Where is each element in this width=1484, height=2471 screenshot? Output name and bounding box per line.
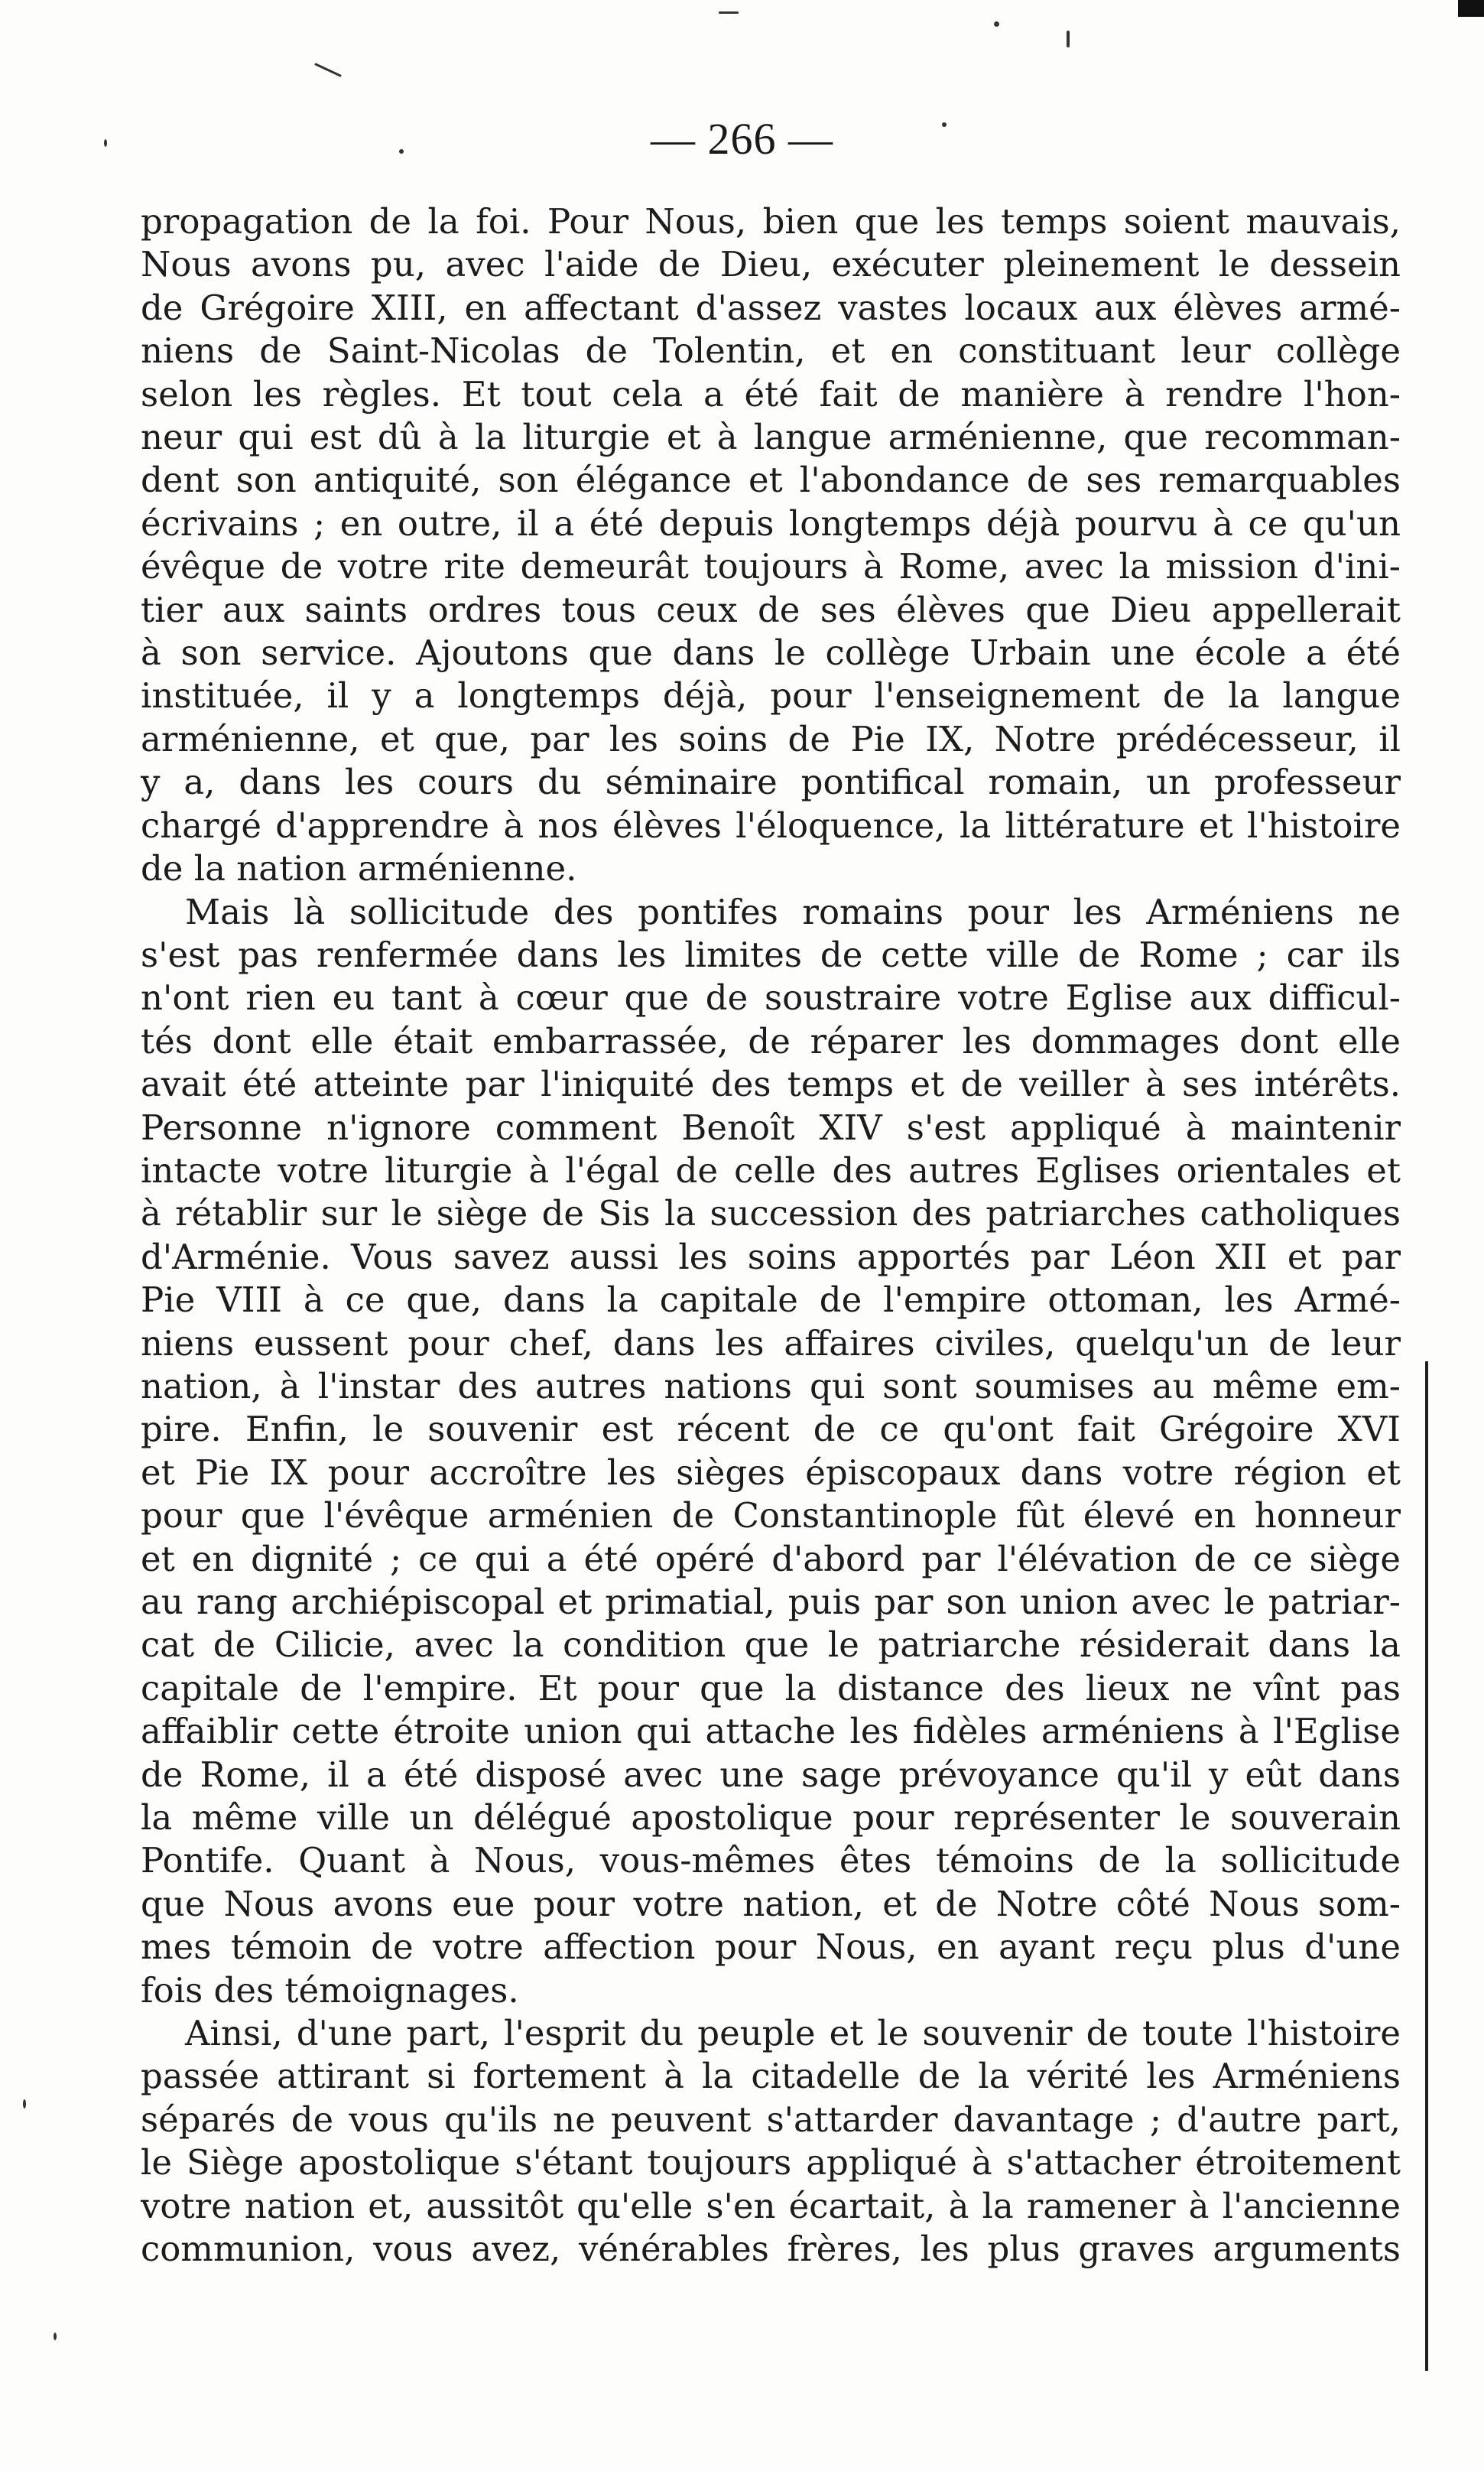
text-line: à rétablir sur le siège de Sis la succession des patriarches catholiques: [141, 1193, 1401, 1234]
text-line: pour que l'évêque arménien de Constantinople fût élevé en honneur: [141, 1495, 1401, 1536]
text-line: de Grégoire XIII, en affectant d'assez vastes locaux aux élèves armé-: [141, 287, 1401, 328]
text-line: écrivains ; en outre, il a été depuis longtemps déjà pourvu à ce qu'un: [141, 502, 1401, 544]
text-line: évêque de votre rite demeurât toujours à Rome, avec la mission d'ini-: [141, 546, 1401, 587]
body-text: [141, 200, 1401, 2271]
text-line: cat de Cilicie, avec la condition que le patriarche résiderait dans la: [141, 1624, 1401, 1666]
text-line: et en dignité ; ce qui a été opéré d'abord par l'élévation de ce siège: [141, 1538, 1401, 1579]
scan-speck: [1067, 31, 1070, 47]
text-line: séparés de vous qu'ils ne peuvent s'attarder davantage ; d'autre part,: [141, 2099, 1401, 2140]
scan-speck: [314, 63, 342, 77]
text-line: chargé d'apprendre à nos élèves l'éloquence, la littérature et l'histoire: [141, 805, 1401, 846]
binding-edge-line: [1425, 1361, 1428, 2371]
text-line: d'Arménie. Vous savez aussi les soins apportés par Léon XII et par: [141, 1236, 1401, 1277]
text-line: la même ville un délégué apostolique pour représenter le souverain: [141, 1797, 1401, 1839]
text-line: intacte votre liturgie à l'égal de celle des autres Eglises orientales et: [141, 1149, 1401, 1191]
text-line: le Siège apostolique s'étant toujours appliqué à s'attacher étroitement: [141, 2142, 1401, 2183]
text-line: communion, vous avez, vénérables frères, les plus graves arguments: [141, 2229, 1401, 2270]
text-line: niens de Saint-Nicolas de Tolentin, et en constituant leur collège: [141, 330, 1401, 372]
text-line: Ainsi, d'une part, l'esprit du peuple et le souvenir de toute l'histoire: [185, 2013, 1401, 2054]
text-line: Mais là sollicitude des pontifes romains pour les Arméniens ne: [185, 891, 1401, 932]
page-number: — 266 —: [651, 114, 833, 164]
text-line: dent son antiquité, son élégance et l'abondance de ses remarquables: [141, 460, 1401, 501]
text-line: capitale de l'empire. Et pour que la distance des lieux ne vînt pas: [141, 1667, 1401, 1709]
text-line: arménienne, et que, par les soins de Pie IX, Notre prédécesseur, il: [141, 718, 1401, 759]
text-line: mes témoin de votre affection pour Nous, en ayant reçu plus d'une: [141, 1926, 1401, 1968]
text-line: selon les règles. Et tout cela a été fait de manière à rendre l'hon-: [141, 373, 1401, 415]
text-line: de la nation arménienne.: [141, 848, 577, 889]
text-line: s'est pas renfermée dans les limites de cette ville de Rome ; car ils: [141, 934, 1401, 975]
text-line: nation, à l'instar des autres nations qui sont soumises au même em-: [141, 1365, 1401, 1406]
scan-speck: [719, 11, 739, 14]
text-line: niens eussent pour chef, dans les affaires civiles, quelqu'un de leur: [141, 1322, 1401, 1364]
text-line: neur qui est dû à la liturgie et à langue arménienne, que recomman-: [141, 417, 1401, 458]
text-line: affaiblir cette étroite union qui attache les fidèles arméniens à l'Eglise: [141, 1711, 1401, 1752]
text-line: Pontife. Quant à Nous, vous-mêmes êtes témoins de la sollicitude: [141, 1840, 1401, 1881]
text-line: passée attirant si fortement à la citadelle de la vérité les Arméniens: [141, 2056, 1401, 2097]
text-line: votre nation et, aussitôt qu'elle s'en écartait, à la ramener à l'ancienne: [141, 2185, 1401, 2226]
text-line: tés dont elle était embarrassée, de réparer les dommages dont elle: [141, 1020, 1401, 1062]
text-line: Personne n'ignore comment Benoît XIV s'est appliqué à maintenir: [141, 1107, 1401, 1148]
text-line: avait été atteinte par l'iniquité des temps et de veiller à ses intérêts.: [141, 1064, 1401, 1105]
text-line: fois des témoignages.: [141, 1969, 519, 2011]
text-line: que Nous avons eue pour votre nation, et de Notre côté Nous som-: [141, 1883, 1401, 1924]
text-line: au rang archiépiscopal et primatial, puis par son union avec le patriar-: [141, 1582, 1401, 1622]
text-line: n'ont rien eu tant à cœur que de soustraire votre Eglise aux difficul-: [141, 977, 1401, 1019]
text-line: de Rome, il a été disposé avec une sage prévoyance qu'il y eût dans: [141, 1754, 1401, 1795]
text-line: tier aux saints ordres tous ceux de ses élèves que Dieu appellerait: [141, 589, 1401, 630]
text-line: et Pie IX pour accroître les sièges épiscopaux dans votre région et: [141, 1452, 1401, 1493]
text-line: à son service. Ajoutons que dans le collège Urbain une école a été: [141, 632, 1401, 674]
text-line: y a, dans les cours du séminaire pontifical romain, un professeur: [141, 762, 1401, 803]
scan-speck: [994, 21, 999, 27]
text-line: pire. Enfin, le souvenir est récent de ce qu'ont fait Grégoire XVI: [141, 1409, 1401, 1450]
text-line: propagation de la foi. Pour Nous, bien que les temps soient mauvais,: [141, 201, 1401, 242]
scan-edge-mark: [1458, 0, 1484, 17]
text-line: Nous avons pu, avec l'aide de Dieu, exécuter pleinement le dessein: [141, 244, 1401, 285]
text-line: Pie VIII à ce que, dans la capitale de l'empire ottoman, les Armé-: [141, 1279, 1401, 1321]
text-line: instituée, il y a longtemps déjà, pour l'enseignement de la langue: [141, 675, 1401, 717]
scan-speck: [23, 2099, 26, 2108]
scan-speck: [54, 2333, 57, 2340]
